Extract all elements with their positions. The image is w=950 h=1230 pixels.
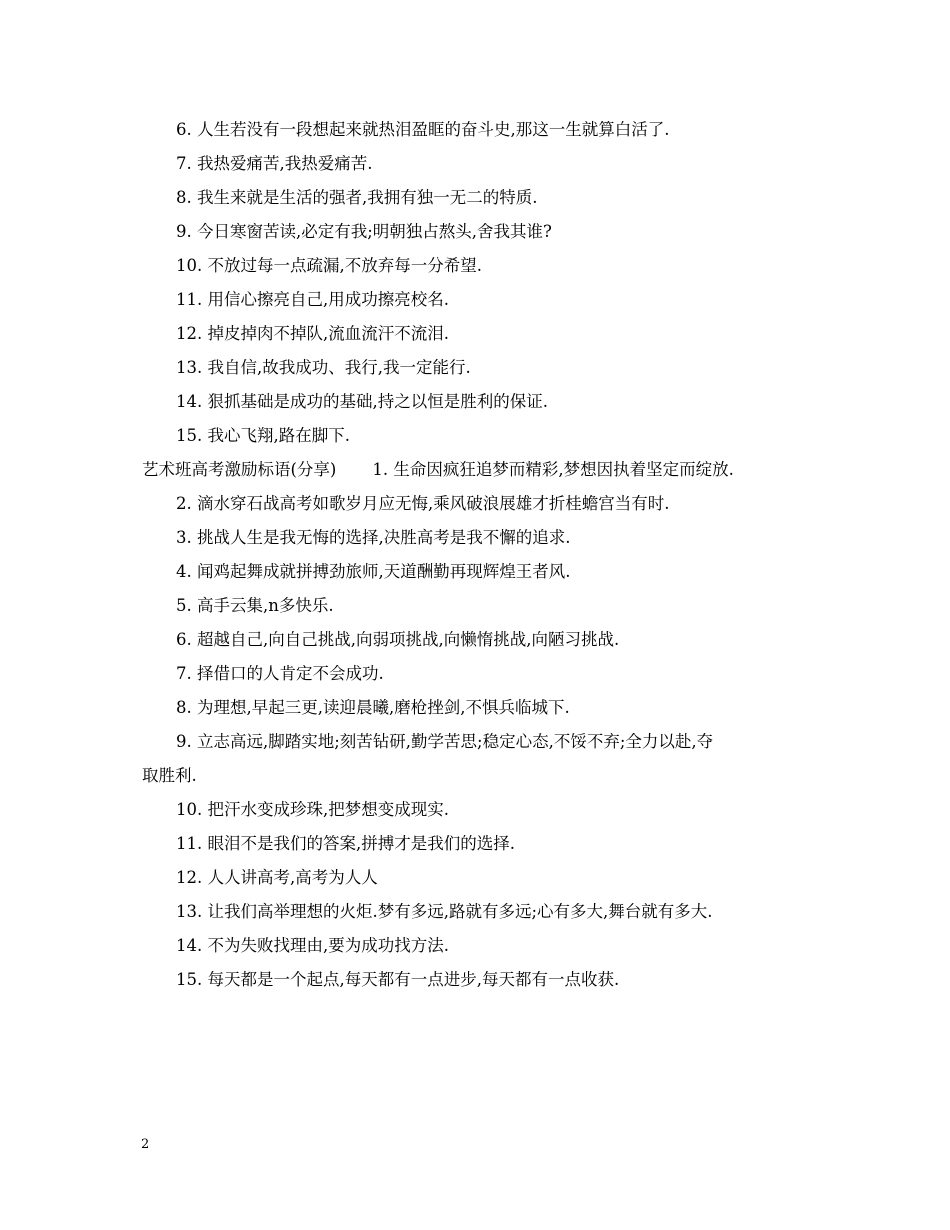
item-number: 14. [176, 936, 203, 955]
document-body [142, 113, 832, 997]
item-text: 高手云集,n多快乐. [197, 596, 334, 615]
list-item [142, 283, 832, 317]
item-number: 8. [176, 698, 192, 717]
item-number: 10. [176, 256, 203, 275]
item-text: 滴水穿石战高考如歌岁月应无悔,乘风破浪展雄才折桂蟾宫当有时. [197, 494, 670, 513]
list-item [142, 895, 832, 929]
item-number: 1. [372, 460, 389, 479]
item-number: 9. [176, 222, 192, 241]
item-text: 每天都是一个起点,每天都有一点进步,每天都有一点收获. [207, 970, 620, 989]
item-number: 3. [176, 528, 192, 547]
list-item [142, 589, 832, 623]
item-text: 我自信,故我成功、我行,我一定能行. [207, 358, 471, 377]
list-item [142, 793, 832, 827]
item-text: 立志高远,脚踏实地;刻苦钻研,勤学苦思;稳定心态,不馁不弃;全力以赴,夺 [197, 732, 714, 751]
item-text: 掉皮掉肉不掉队,流血流汗不流泪. [207, 324, 449, 343]
item-number: 9. [176, 732, 192, 751]
item-text: 不为失败找理由,要为成功找方法. [207, 936, 449, 955]
item-number: 4. [176, 562, 192, 581]
list-item [142, 657, 832, 691]
item-text: 不放过每一点疏漏,不放弃每一分希望. [207, 256, 482, 275]
item-number: 6. [176, 120, 192, 139]
list-item [142, 249, 832, 283]
list-item [142, 929, 832, 963]
list-item [142, 861, 832, 895]
item-number: 14. [176, 392, 203, 411]
item-number: 11. [176, 290, 203, 309]
section-heading-line [142, 453, 832, 487]
list-item [142, 181, 832, 215]
item-text: 为理想,早起三更,读迎晨曦,磨枪挫剑,不惧兵临城下. [197, 698, 570, 717]
item-text: 我热爱痛苦,我热爱痛苦. [197, 154, 373, 173]
item-number: 7. [176, 154, 192, 173]
item-number: 6. [176, 630, 192, 649]
item-number: 13. [176, 358, 203, 377]
list-item [142, 113, 832, 147]
list-item [142, 419, 832, 453]
item-number: 8. [176, 188, 192, 207]
item-text: 眼泪不是我们的答案,拼搏才是我们的选择. [207, 834, 515, 853]
item-text: 把汗水变成珍珠,把梦想变成现实. [207, 800, 449, 819]
page-number: 2 [141, 1137, 150, 1152]
item-number: 5. [176, 596, 192, 615]
list-item [142, 691, 832, 725]
list-item [142, 147, 832, 181]
item-number: 12. [176, 868, 203, 887]
list-item [142, 351, 832, 385]
item-text: 用信心擦亮自己,用成功擦亮校名. [207, 290, 449, 309]
list-item [142, 623, 832, 657]
item-text: 今日寒窗苦读,必定有我;明朝独占熬头,舍我其谁? [197, 222, 552, 241]
item-number: 10. [176, 800, 203, 819]
list-item [142, 725, 832, 759]
item-text: 人人讲高考,高考为人人 [207, 868, 378, 887]
item-text: 取胜利. [142, 766, 197, 785]
item-number: 11. [176, 834, 203, 853]
item-number: 7. [176, 664, 192, 683]
list-item-continuation [142, 759, 832, 793]
section-title: 艺术班高考激励标语(分享) [142, 460, 337, 479]
list-item [142, 521, 832, 555]
item-number: 15. [176, 970, 203, 989]
item-number: 13. [176, 902, 203, 921]
item-text: 狠抓基础是成功的基础,持之以恒是胜利的保证. [207, 392, 548, 411]
item-text: 挑战人生是我无悔的选择,决胜高考是我不懈的追求. [197, 528, 571, 547]
item-number: 15. [176, 426, 203, 445]
list-item [142, 215, 832, 249]
list-item [142, 555, 832, 589]
item-text: 我生来就是生活的强者,我拥有独一无二的特质. [197, 188, 538, 207]
list-item [142, 487, 832, 521]
item-text: 人生若没有一段想起来就热泪盈眶的奋斗史,那这一生就算白活了. [197, 120, 670, 139]
item-text: 择借口的人肯定不会成功. [197, 664, 384, 683]
list-item [142, 827, 832, 861]
list-item [142, 385, 832, 419]
item-text: 闻鸡起舞成就拼搏劲旅师,天道酬勤再现辉煌王者风. [197, 562, 571, 581]
item-text: 让我们高举理想的火炬.梦有多远,路就有多远;心有多大,舞台就有多大. [207, 902, 713, 921]
item-number: 12. [176, 324, 203, 343]
item-text: 我心飞翔,路在脚下. [207, 426, 350, 445]
item-number: 2. [176, 494, 192, 513]
item-text: 生命因疯狂追梦而精彩,梦想因执着坚定而绽放. [393, 460, 734, 479]
list-item [142, 317, 832, 351]
list-item [142, 963, 832, 997]
item-text: 超越自己,向自己挑战,向弱项挑战,向懒惰挑战,向陋习挑战. [197, 630, 620, 649]
